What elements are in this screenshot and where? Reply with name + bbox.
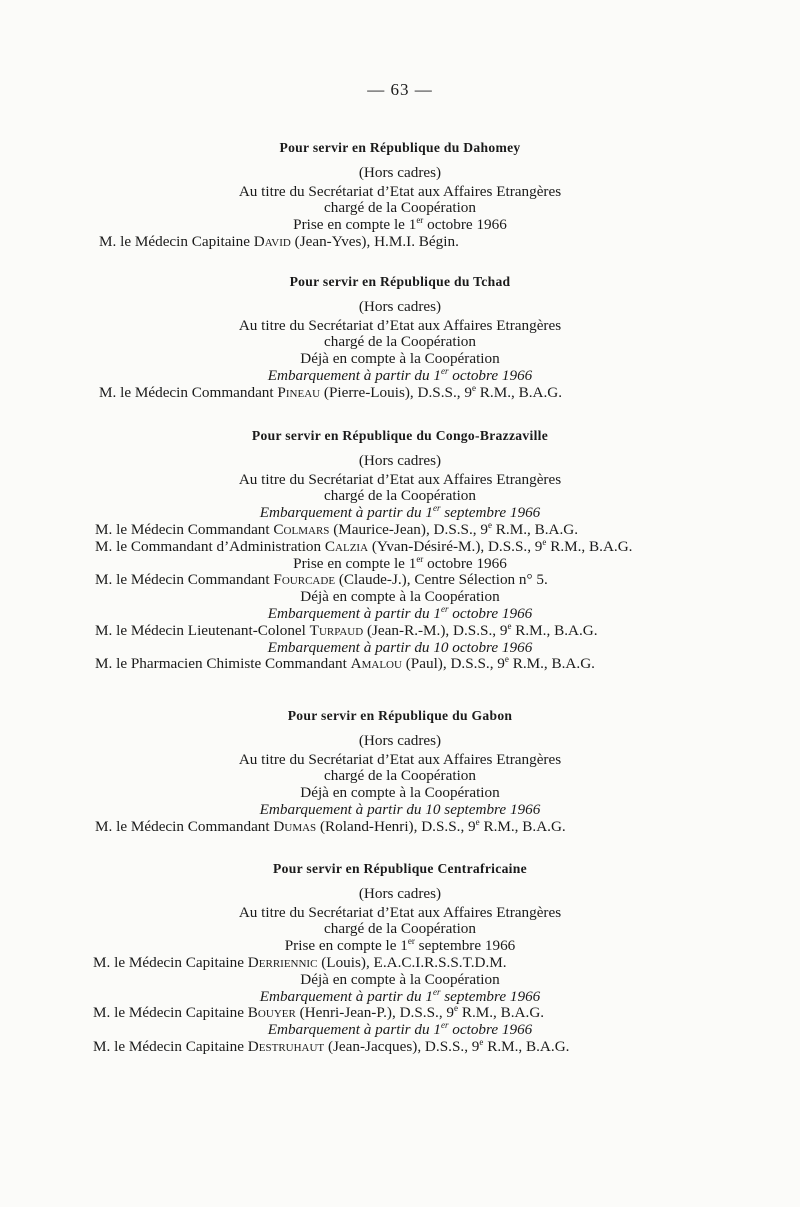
person-entry: M. le Pharmacien Chimiste Commandant Amalou (Paul), D.S.S., 9e R.M., B.A.G. [95, 654, 595, 673]
ordinal-sup: e [542, 536, 547, 547]
text-line: Au titre du Secrétariat d’Etat aux Affaires Etrangères [238, 470, 562, 488]
person-surname: Destruhaut [247, 1037, 325, 1055]
embarkation-line: Embarquement à partir du 10 octobre 1966 [267, 638, 533, 656]
section-heading: Pour servir en République du Dahomey [279, 140, 521, 155]
text-line: chargé de la Coopération [324, 487, 476, 505]
text-line: Déjà en compte à la Coopération [300, 970, 500, 988]
text-line: Au titre du Secrétariat d’Etat aux Affaires Etrangères [238, 182, 562, 200]
text-line: Au titre du Secrétariat d’Etat aux Affaires Etrangères [238, 316, 562, 334]
ordinal-sup: er [416, 553, 424, 564]
section-heading: Pour servir en République Centrafricaine [273, 861, 527, 876]
person-surname: Turpaud [309, 621, 364, 639]
ordinal-sup: er [407, 936, 415, 947]
text-line: chargé de la Coopération [324, 920, 476, 938]
person-entry: M. le Médecin Commandant Fourcade (Claude-J.), Centre Sélection n° 5. [95, 571, 548, 589]
embarkation-line: Embarquement à partir du 1er octobre 1966 [267, 603, 533, 622]
person-entry: M. le Médecin Commandant Dumas (Roland-Henri), D.S.S., 9e R.M., B.A.G. [95, 816, 566, 835]
ordinal-sup: er [440, 1020, 449, 1031]
person-entry: M. le Commandant d’Administration Calzia (Yvan-Désiré-M.), D.S.S., 9e R.M., B.A.G. [95, 536, 633, 555]
section-heading: Pour servir en République du Gabon [287, 708, 513, 723]
person-surname: Fourcade [273, 571, 336, 589]
ordinal-sup: er [440, 365, 449, 376]
person-surname: Pineau [277, 383, 321, 401]
page-number: — 63 — [367, 80, 433, 99]
embarkation-line: Embarquement à partir du 1er septembre 1966 [259, 986, 541, 1005]
text-line: Déjà en compte à la Coopération [300, 588, 500, 606]
ordinal-sup: e [488, 519, 492, 530]
text-line: Au titre du Secrétariat d’Etat aux Affaires Etrangères [238, 903, 562, 921]
section-heading: Pour servir en République du Congo-Brazzaville [251, 428, 549, 443]
person-entry: M. le Médecin Capitaine David (Jean-Yves), H.M.I. Bégin. [99, 232, 459, 250]
ordinal-sup: e [454, 1003, 459, 1014]
text-line: chargé de la Coopération [324, 333, 476, 351]
embarkation-line: Embarquement à partir du 1er septembre 1966 [259, 503, 541, 522]
person-surname: Colmars [273, 520, 330, 538]
person-entry: M. le Médecin Commandant Pineau (Pierre-Louis), D.S.S., 9e R.M., B.A.G. [99, 382, 563, 401]
person-entry: M. le Médecin Capitaine Destruhaut (Jean-Jacques), D.S.S., 9e R.M., B.A.G. [93, 1036, 570, 1055]
ordinal-sup: e [504, 654, 509, 665]
ordinal-sup: e [475, 816, 480, 827]
text-line: chargé de la Coopération [324, 767, 476, 785]
text-line: Déjà en compte à la Coopération [300, 350, 500, 368]
section-5 [0, 861, 800, 1056]
person-surname: Derriennic [247, 953, 318, 971]
section-2 [0, 274, 800, 402]
ordinal-sup: e [471, 382, 476, 393]
ordinal-sup: er [432, 986, 441, 997]
hors-cadres-label: (Hors cadres) [358, 163, 442, 181]
embarkation-line: Embarquement à partir du 1er octobre 1966 [267, 365, 533, 384]
person-surname: Calzia [324, 537, 369, 555]
ordinal-sup: e [507, 620, 512, 631]
text-line: Déjà en compte à la Coopération [300, 784, 500, 802]
person-entry: M. le Médecin Capitaine Bouyer (Henri-Jean-P.), D.S.S., 9e R.M., B.A.G. [93, 1003, 545, 1022]
date-line: Prise en compte le 1er octobre 1966 [293, 215, 507, 234]
section-4 [0, 708, 800, 836]
section-heading: Pour servir en République du Tchad [289, 274, 511, 289]
ordinal-sup: er [440, 603, 449, 614]
date-line: Prise en compte le 1er octobre 1966 [293, 553, 507, 572]
date-line: Prise en compte le 1er septembre 1966 [284, 936, 516, 955]
person-surname: David [253, 232, 291, 250]
embarkation-line: Embarquement à partir du 1er octobre 1966 [267, 1020, 533, 1039]
hors-cadres-label: (Hors cadres) [358, 884, 442, 902]
person-entry: M. le Médecin Lieutenant-Colonel Turpaud (Jean-R.-M.), D.S.S., 9e R.M., B.A.G. [95, 620, 598, 639]
hors-cadres-label: (Hors cadres) [358, 451, 442, 469]
section-1 [0, 140, 800, 251]
person-surname: Dumas [273, 817, 317, 835]
text-line: Au titre du Secrétariat d’Etat aux Affaires Etrangères [238, 750, 562, 768]
person-surname: Bouyer [247, 1004, 296, 1022]
ordinal-sup: er [432, 503, 441, 514]
person-entry: M. le Médecin Commandant Colmars (Maurice-Jean), D.S.S., 9e R.M., B.A.G. [95, 519, 579, 538]
embarkation-line: Embarquement à partir du 10 septembre 1966 [259, 800, 541, 818]
person-entry: M. le Médecin Capitaine Derriennic (Louis), E.A.C.I.R.S.S.T.D.M. [93, 953, 507, 971]
ordinal-sup: er [416, 215, 424, 226]
ordinal-sup: e [479, 1036, 484, 1047]
text-line: chargé de la Coopération [324, 199, 476, 217]
section-3 [0, 428, 800, 673]
person-surname: Amalou [350, 655, 402, 673]
hors-cadres-label: (Hors cadres) [358, 731, 442, 749]
hors-cadres-label: (Hors cadres) [358, 297, 442, 315]
